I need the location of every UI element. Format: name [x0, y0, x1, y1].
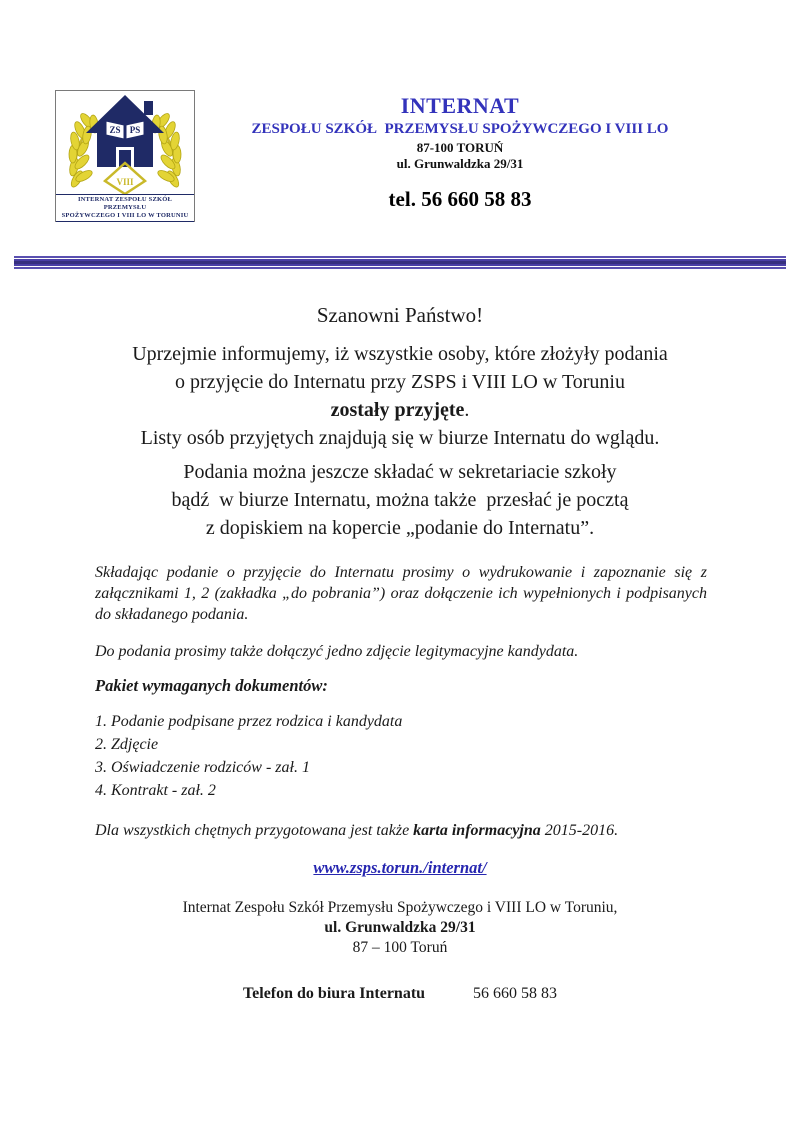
paragraph-line: o przyjęcie do Internatu przy ZSPS i VIII LO w Toruniu — [175, 371, 625, 393]
org-postal-code: 87-100 TORUŃ — [416, 140, 504, 155]
svg-text:PS: PS — [129, 125, 141, 135]
org-title: INTERNAT — [400, 93, 520, 118]
paragraph-line: Listy osób przyjętych znajdują się w biurze Internatu do wglądu. — [140, 427, 660, 449]
svg-text:VIII: VIII — [116, 177, 134, 187]
footer-street: ul. Grunwaldzka 29/31 — [324, 919, 476, 936]
letterhead — [205, 93, 715, 212]
diamond-badge-icon — [105, 163, 145, 194]
list-item: 3. Oświadczenie rodziców - zał. 1 — [95, 759, 310, 776]
school-crest-icon — [56, 91, 194, 194]
paragraph-line — [0, 396, 800, 424]
house-icon — [86, 95, 164, 167]
school-logo — [55, 90, 195, 222]
note-attachments: Składając podanie o przyjęcie do Internatu prosimy o wydrukowanie i zapoznanie się z załącznikami 1, 2 (zakładka „do pobrania”) oraz dołączenie ich wypełnionych i podpisanych do składanego podania. — [95, 564, 707, 623]
paragraph-line: z dopiskiem na kopercie „podanie do Internatu”. — [205, 517, 595, 539]
list-item: 4. Kontrakt - zał. 2 — [95, 782, 216, 799]
footer-address — [0, 898, 800, 958]
footer-org-name: Internat Zespołu Szkół Przemysłu Spożywczego i VIII LO w Toruniu, — [182, 899, 618, 916]
info-card-bold: karta informacyjna — [413, 822, 541, 839]
footer-postal: 87 – 100 Toruń — [352, 939, 448, 956]
footer-phone-label: Telefon do biura Internatu — [242, 985, 426, 1002]
info-suffix: 2015-2016. — [540, 822, 619, 839]
paragraph-line: Podania można jeszcze składać w sekretariacie szkoły — [183, 461, 617, 483]
paragraph-line: bądź w biurze Internatu, można także przesłać je pocztą — [171, 489, 629, 511]
org-street: ul. Grunwaldzka 29/31 — [396, 156, 524, 171]
website-row — [0, 858, 800, 878]
footer-phone-row — [0, 985, 800, 1003]
footer-phone-number: 56 660 58 83 — [473, 985, 558, 1002]
info-card-line — [95, 822, 618, 840]
accepted-bold-text: zostały przyjęte — [330, 399, 465, 421]
decorative-rule — [14, 256, 786, 269]
logo-caption — [56, 194, 194, 222]
documents-heading: Pakiet wymaganych dokumentów: — [95, 676, 328, 695]
svg-text:ZS: ZS — [109, 125, 121, 135]
list-item: 2. Zdjęcie — [95, 736, 159, 753]
org-phone: tel. 56 660 58 83 — [388, 187, 532, 211]
org-subtitle: ZESPOŁU SZKÓŁ PRZEMYSŁU SPOŻYWCZEGO I VIII LO — [251, 121, 669, 137]
website-link[interactable]: www.zsps.torun./internat/ — [313, 858, 487, 877]
list-item: 1. Podanie podpisane przez rodzica i kandydata — [95, 713, 403, 730]
logo-caption-line1: INTERNAT ZESPOŁU SZKÓŁ PRZEMYSŁU — [77, 196, 173, 211]
paragraph-admission — [0, 340, 800, 452]
note-photo: Do podania prosimy także dołączyć jedno zdjęcie legitymacyjne kandydata. — [95, 643, 579, 660]
paragraph-line: Uprzejmie informujemy, iż wszystkie osoby, które złożyły podania — [132, 343, 668, 365]
documents-list — [95, 710, 402, 802]
bold-suffix: . — [464, 399, 470, 421]
info-prefix: Dla wszystkich chętnych przygotowana jest także — [95, 822, 414, 839]
paragraph-submission — [0, 458, 800, 542]
logo-caption-line2: SPOŻYWCZEGO I VIII LO W TORUNIU — [61, 212, 189, 219]
salutation: Szanowni Państwo! — [316, 303, 484, 327]
